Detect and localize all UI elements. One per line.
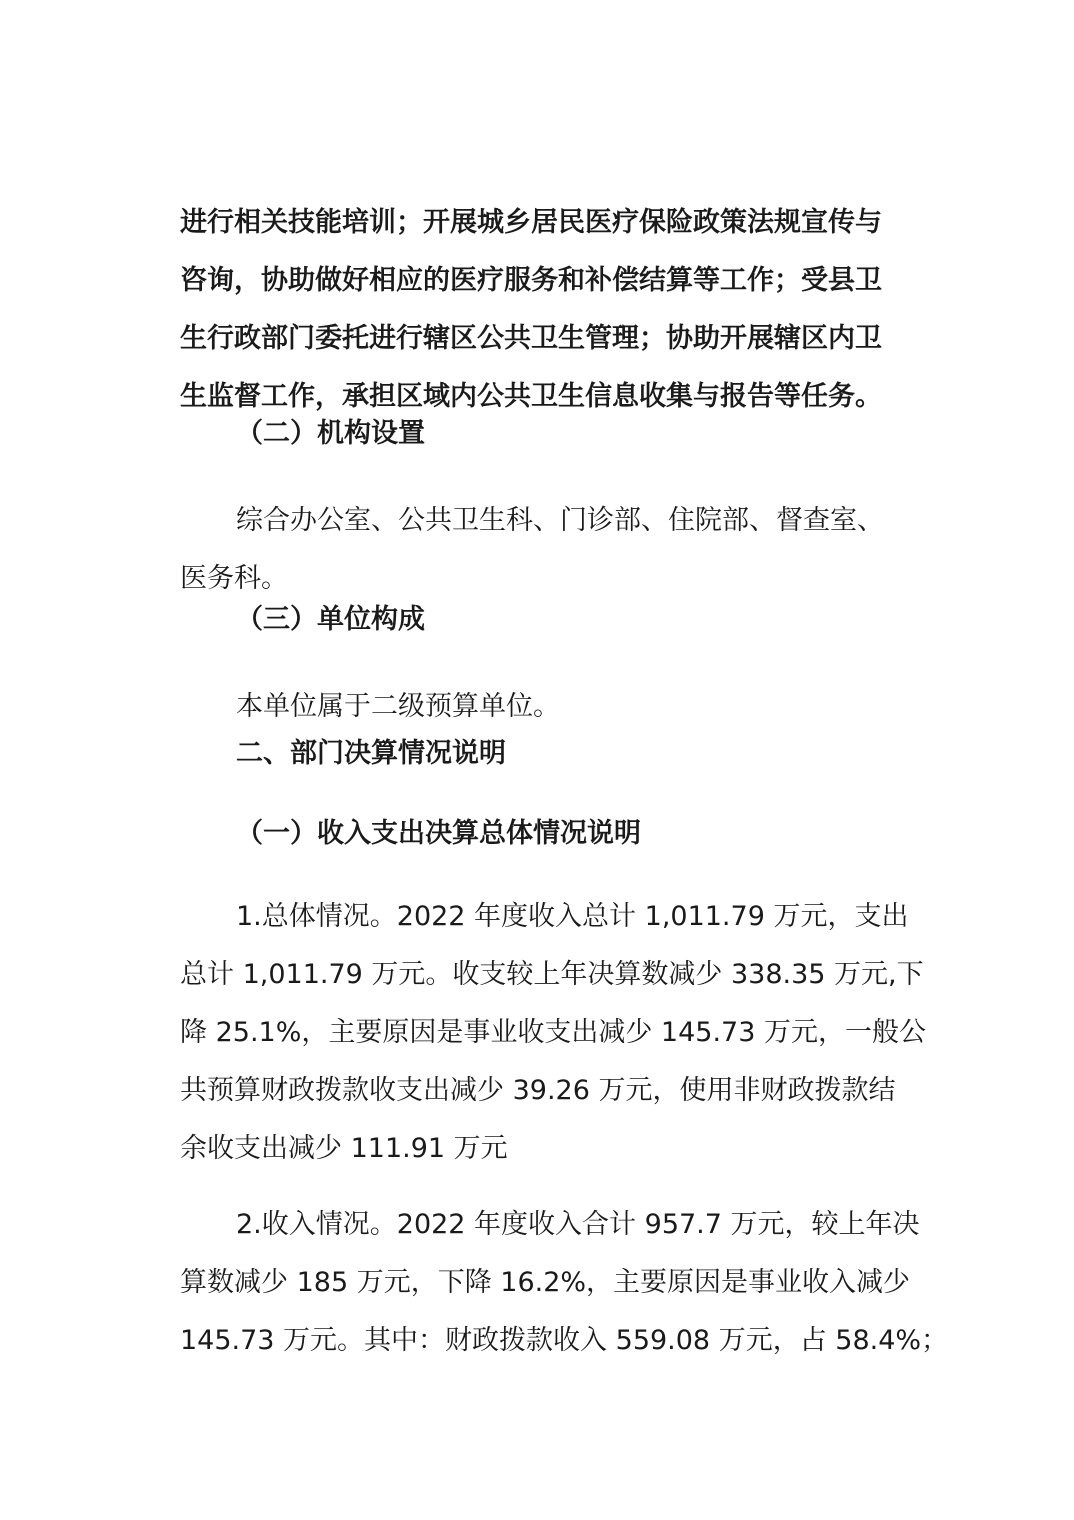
overall-line: 余收支出减少 111.91 万元: [180, 1133, 508, 1164]
org-paragraph: [180, 492, 940, 608]
overall-paragraph: [180, 888, 940, 1178]
org-line: 综合办公室、公共卫生科、门诊部、住院部、督查室、: [236, 505, 884, 536]
overall-line: 1.总体情况。2022 年度收入总计 1,011.79 万元，支出: [236, 901, 909, 932]
intro-line: 生监督工作，承担区域内公共卫生信息收集与报告等任务。: [180, 381, 882, 412]
income-line: 算数减少 185 万元，下降 16.2%，主要原因是事业收入减少: [180, 1267, 911, 1298]
org-line: 医务科。: [180, 563, 288, 594]
section-heading-org: （二）机构设置: [236, 418, 425, 449]
overall-line: 共预算财政拨款收支出减少 39.26 万元，使用非财政拨款结: [180, 1075, 896, 1106]
income-line: 2.收入情况。2022 年度收入合计 957.7 万元，较上年决: [236, 1209, 920, 1240]
income-line: 145.73 万元。其中：财政拨款收入 559.08 万元，占 58.4%；: [180, 1325, 949, 1356]
overall-line: 降 25.1%，主要原因是事业收支出减少 145.73 万元，一般公: [180, 1017, 926, 1048]
intro-line: 生行政部门委托进行辖区公共卫生管理；协助开展辖区内卫: [180, 323, 882, 354]
section-heading-units: （三）单位构成: [236, 604, 425, 635]
intro-line: 进行相关技能培训；开展城乡居民医疗保险政策法规宣传与: [180, 207, 882, 238]
income-paragraph: [180, 1196, 949, 1370]
intro-paragraph: [180, 194, 940, 426]
section-heading-income-expense: （一）收入支出决算总体情况说明: [236, 818, 641, 849]
units-line: 本单位属于二级预算单位。: [236, 691, 560, 722]
intro-line: 咨询，协助做好相应的医疗服务和补偿结算等工作；受县卫: [180, 265, 882, 296]
overall-line: 总计 1,011.79 万元。收支较上年决算数减少 338.35 万元,下: [180, 959, 924, 990]
section-heading-two: 二、部门决算情况说明: [236, 738, 506, 769]
units-paragraph: [180, 678, 940, 736]
